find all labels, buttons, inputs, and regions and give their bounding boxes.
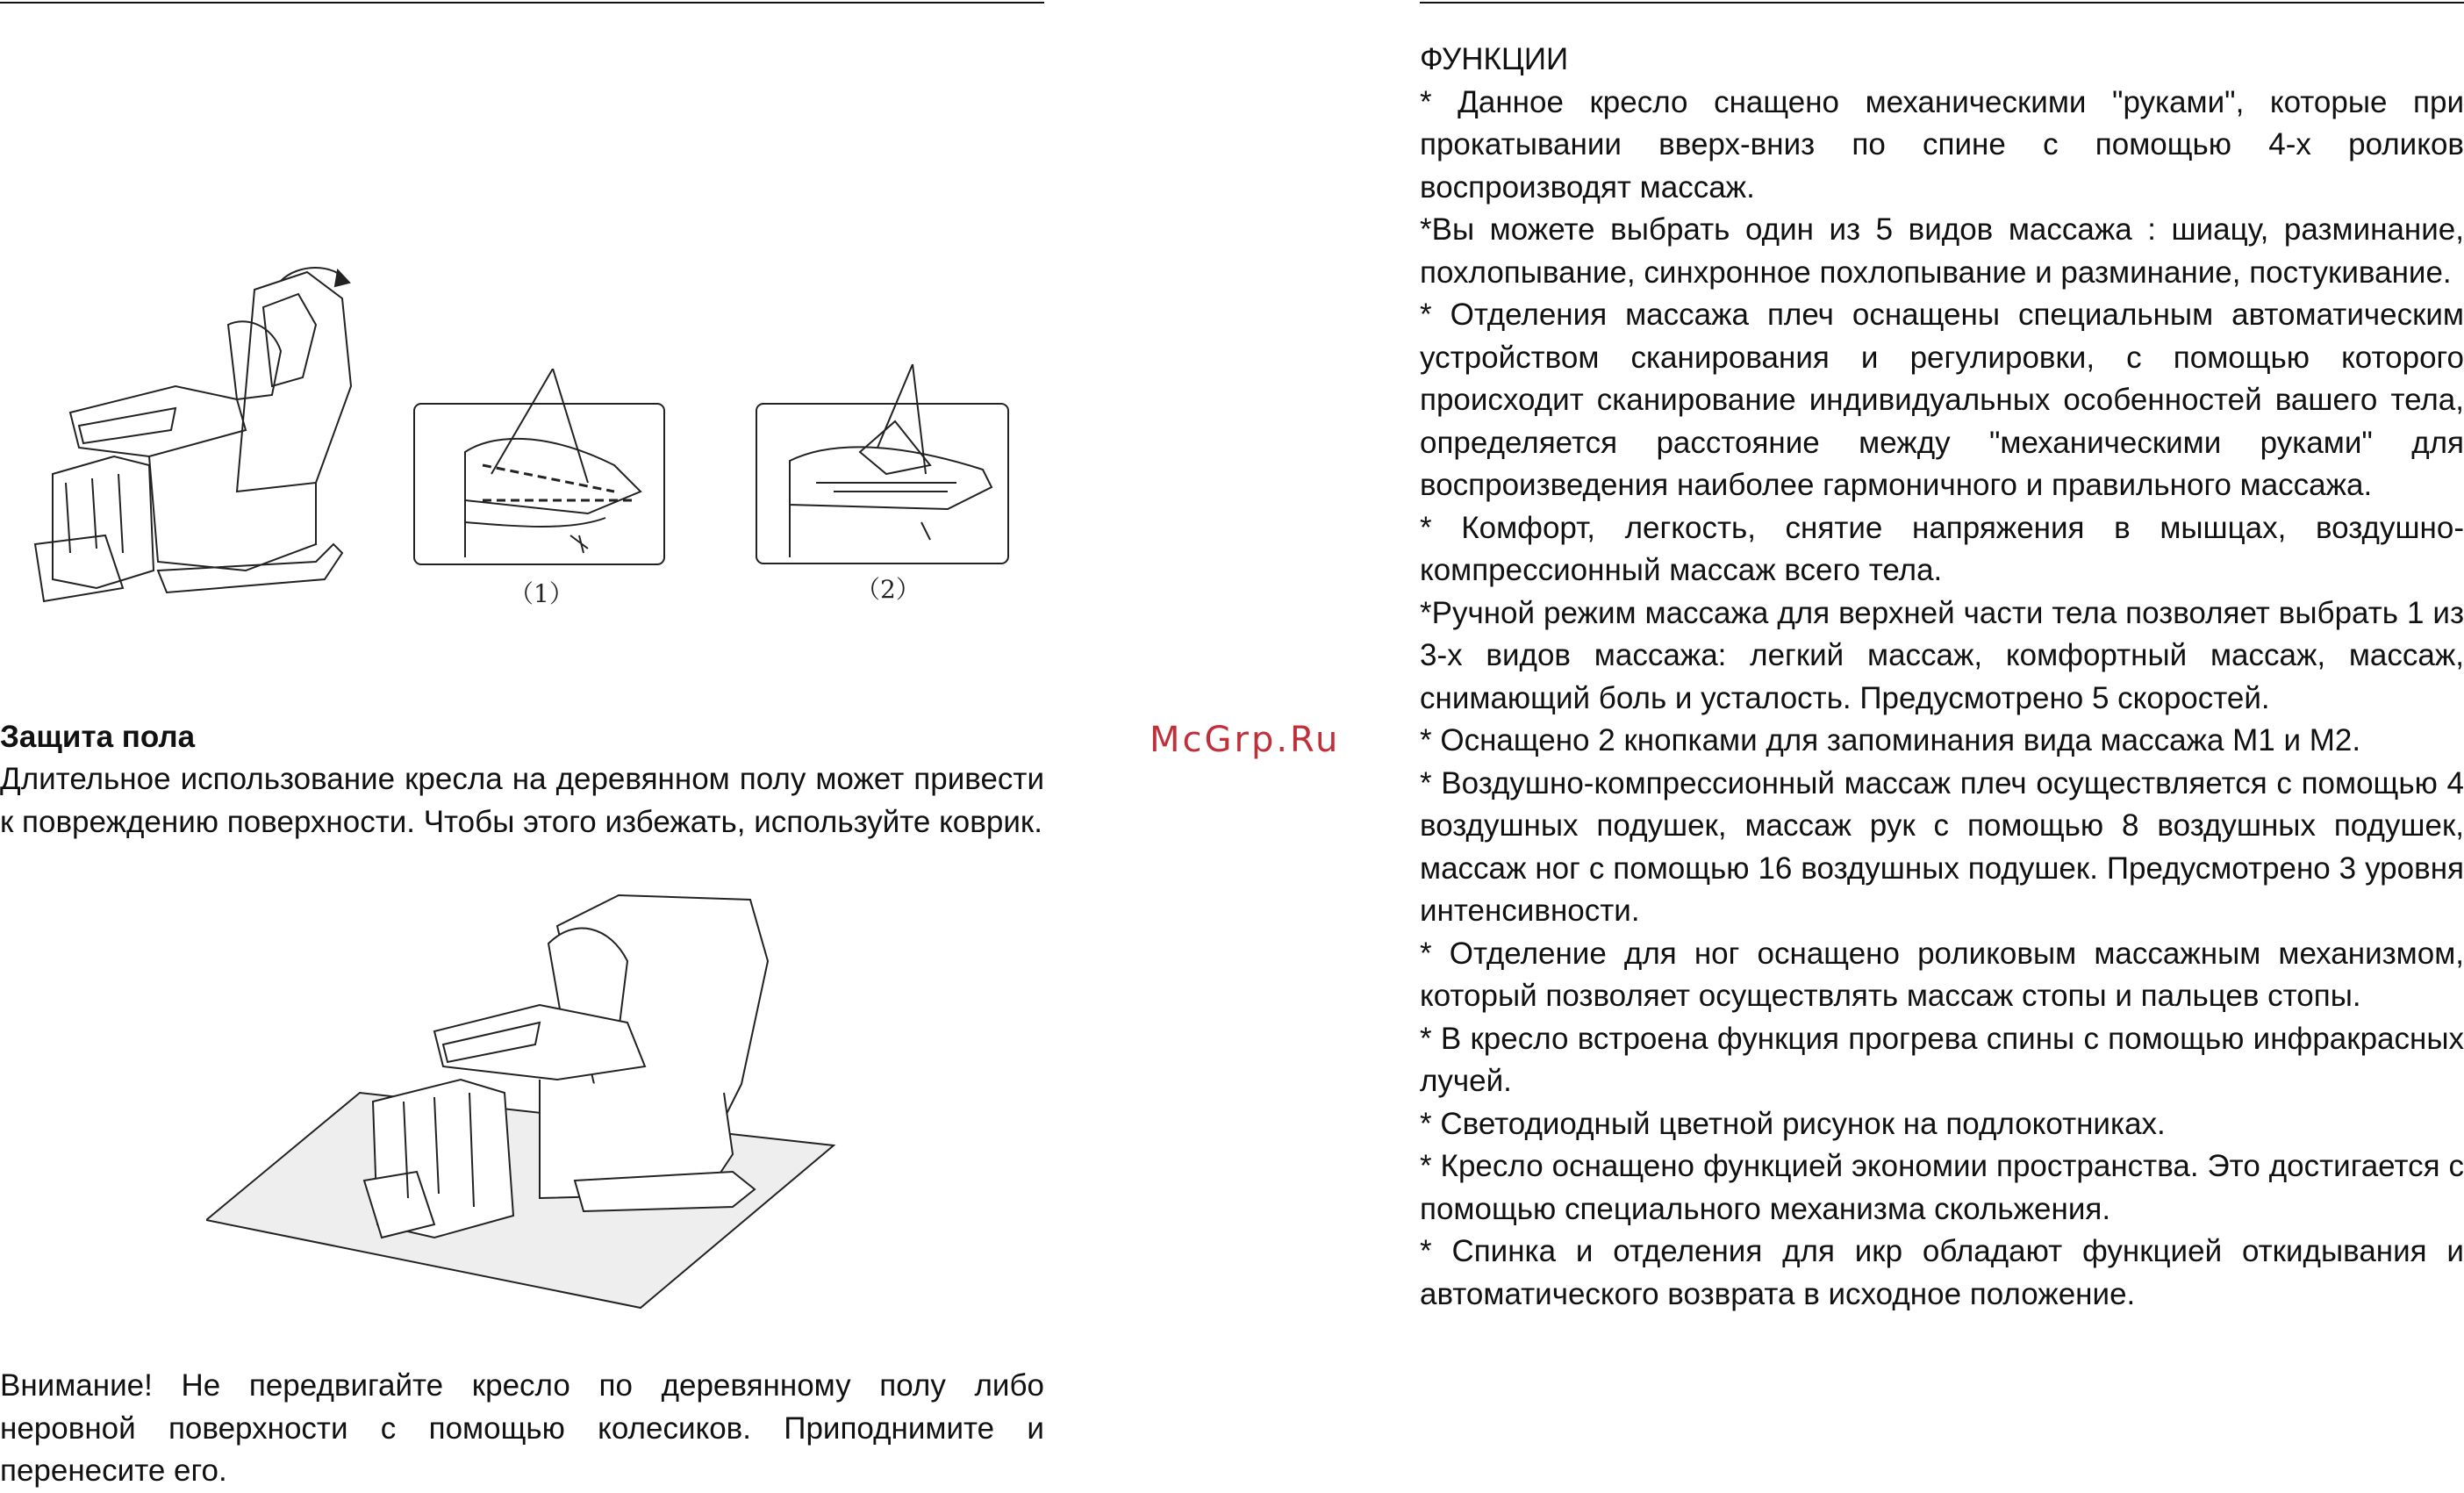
function-item: * Кресло оснащено функцией экономии пространства. Это достигается с помощью специального механизма скольжения. xyxy=(1420,1149,2464,1226)
function-item: * Оснащено 2 кнопками для запоминания вида массажа М1 и М2. xyxy=(1420,723,2361,757)
floor-protection-heading: Защита пола xyxy=(0,720,196,754)
floor-protection-text: Длительное использование кресла на деревянном полу может привести к повреждению поверхности. Чтобы этого избежать, используйте коврик. xyxy=(0,762,1044,839)
figure-caption-2: （2） xyxy=(856,575,920,604)
chair-recline-illustration xyxy=(18,255,360,606)
watermark-logo: McGrp.Ru xyxy=(1150,720,1341,760)
floor-protection-section xyxy=(0,716,1044,843)
warning-section xyxy=(0,1365,1044,1493)
function-item: * Отделение для ног оснащено роликовым массажным механизмом, который позволяет осуществлять массаж стопы и пальцев стопы. xyxy=(1420,936,2464,1013)
function-item: * Светодиодный цветной рисунок на подлокотниках. xyxy=(1420,1106,2166,1141)
top-rule-left xyxy=(0,2,1044,4)
function-item: * Отделения массажа плеч оснащены специальным автоматическим устройством сканирования и регулировки, с помощью которого происходит сканирование индивидуальных особенностей вашего тела, определяется расстояние между "механическими руками" для воспроизведения наиболее гармоничного и правильного массажа. xyxy=(1420,298,2464,502)
function-item: *Ручной режим массажа для верхней части тела позволяет выбрать 1 из 3-х видов массажа: легкий массаж, комфортный массаж, массаж, снимающий боль и усталость. Предусмотрено 5 скоростей. xyxy=(1420,595,2464,715)
top-rule-right xyxy=(1420,2,2464,4)
functions-title: ФУНКЦИИ xyxy=(1420,42,1569,76)
function-item: * В кресло встроена функция прогрева спины с помощью инфракрасных лучей. xyxy=(1420,1021,2464,1098)
function-item: * Спинка и отделения для икр обладают функцией откидывания и автоматического возврата в исходное положение. xyxy=(1420,1234,2464,1311)
chair-on-mat-illustration xyxy=(206,891,838,1312)
function-item: * Комфорт, легкость, снятие напряжения в мышцах, воздушно-компрессионный массаж всего тела. xyxy=(1420,510,2464,587)
figure-caption-1: （1） xyxy=(509,579,574,608)
function-item: * Данное кресло снащено механическими "руками", которые при прокатывании вверх-вниз по спине с помощью 4-х роликов воспроизводят массаж. xyxy=(1420,84,2464,205)
function-item: *Вы можете выбрать один из 5 видов массажа : шиацу, разминание, похлопывание, синхронное похлопывание и разминание, постукивание. xyxy=(1420,212,2464,290)
functions-section xyxy=(1420,39,2464,1316)
headrest-detail-figure-1 xyxy=(412,369,667,566)
headrest-detail-figure-2 xyxy=(755,364,1014,566)
function-item: * Воздушно-компрессионный массаж плеч осуществляется с помощью 4 воздушных подушек, массаж рук с помощью 8 воздушных подушек, массаж ног с помощью 16 воздушных подушек. Предусмотрено 3 уровня интенсивности. xyxy=(1420,765,2464,928)
warning-text: Внимание! Не передвигайте кресло по деревянному полу либо неровной поверхности с помощью колесиков. Приподнимите и перенесите его. xyxy=(0,1368,1044,1488)
